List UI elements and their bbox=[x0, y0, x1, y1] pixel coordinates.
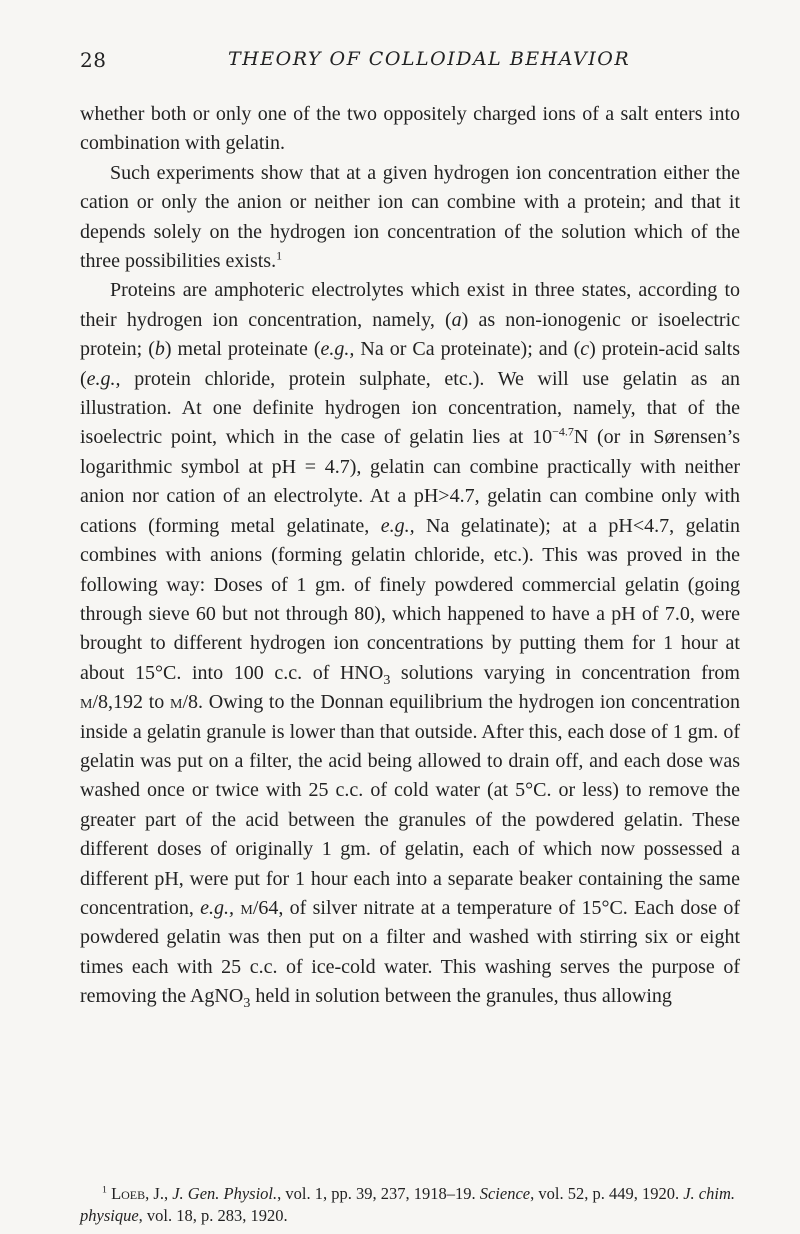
text-run: J. Gen. Physiol. bbox=[172, 1184, 278, 1203]
text-run: e.g., bbox=[380, 514, 415, 537]
text-run: c bbox=[580, 338, 590, 361]
text-run: e.g., bbox=[200, 896, 235, 919]
text-run: /8. Owing to the Donnan equilibrium the hydrogen ion concentration inside a gelatin granule is lower than that outside. After this, each dose of 1 gm. of gelatin was put on a filter, the acid being allowed to drain off, and each dose was washed once or twice with 25 c.c. of cold water (at 5°C. or less) to remove the greater part of the acid between the granules of the powdered gelatin. These different doses of originally 1 gm. of gelatin, each of which now possessed a different pH, were put for 1 hour each into a separate beaker containing the same concentration, bbox=[80, 691, 740, 919]
text-run: m bbox=[170, 691, 183, 714]
text-run: m bbox=[80, 691, 93, 714]
text-run: ) protein-acid salts ( bbox=[80, 338, 740, 390]
text-run: ) metal proteinate ( bbox=[164, 338, 321, 361]
text-run: whether both or only one of the two oppositely charged ions of a salt enters into combination with gelatin. bbox=[80, 103, 740, 155]
text-run: 3 bbox=[243, 996, 251, 1012]
text-run: held in solution between the granules, thus allowing bbox=[250, 985, 672, 1008]
text-run: Loeb bbox=[111, 1184, 146, 1203]
page-number: 28 bbox=[80, 48, 107, 72]
text-run: ) as non-ionogenic or isoelectric protein; ( bbox=[80, 308, 741, 361]
text-run: N (or in Sørensen’s logarithmic symbol at pH = 4.7), gelatin can combine practically with neither anion nor cation of an electrolyte. At a pH>4.7, gelatin can combine only with cations (forming metal gelatinate, bbox=[80, 426, 740, 537]
text-run: Na gelatinate); at a pH<4.7, gelatin combines with anions (forming gelatin chloride, etc.). This was proved in the following way: Doses of 1 gm. of finely powdered commercial gelatin (going through sieve 60 but not through 80), which happened to have a pH of 7.0, were brought to different hydrogen ion concentrations by putting them for 1 hour at about 15°C. into 100 c.c. of HNO bbox=[80, 514, 741, 684]
text-run: e.g., bbox=[320, 338, 355, 361]
page-header bbox=[80, 48, 740, 78]
text-run: J. chim. physique bbox=[80, 1184, 735, 1225]
text-run: Science bbox=[479, 1184, 531, 1203]
text-run: −4.7 bbox=[552, 424, 574, 439]
text-run: Such experiments show that at a given hydrogen ion concentration either the cation or only the anion or neither ion can combine with a protein; and that it depends solely on the hydrogen ion concentration of the solution which of the three possibilities exists. bbox=[80, 161, 740, 273]
text-run: /64, of silver nitrate at a temperature of 15°C. Each dose of powdered gelatin was then put on a filter and washed with stirring six or eight times each with 25 c.c. of ice-cold water. This washing serves the purpose of removing the AgNO bbox=[80, 896, 741, 1008]
footnotes bbox=[80, 1183, 745, 1227]
text-run: protein chloride, protein sulphate, etc.). We will use gelatin as an illustration. At one definite hydrogen ion concentration, namely, that of the isoelectric point, which in the case of gelatin lies at 10 bbox=[80, 367, 740, 449]
text-run: m bbox=[240, 896, 253, 919]
text-run: b bbox=[154, 338, 165, 361]
text-run: , vol. 18, p. 283, 1920. bbox=[138, 1206, 288, 1225]
footnote-marker: 1 bbox=[276, 248, 283, 263]
footnote-marker: 1 bbox=[102, 1184, 107, 1196]
text-run: 3 bbox=[383, 672, 391, 688]
text-run: /8,192 to bbox=[92, 691, 171, 714]
paragraph bbox=[80, 159, 740, 277]
running-head: THEORY OF COLLOIDAL BEHAVIOR bbox=[228, 48, 631, 70]
body-text bbox=[80, 100, 740, 1012]
text-run: , J., bbox=[145, 1184, 173, 1203]
text-run: Na or Ca proteinate); and ( bbox=[354, 338, 581, 361]
text-run: a bbox=[451, 308, 462, 331]
text-run: , vol. 1, pp. 39, 237, 1918–19. bbox=[277, 1184, 480, 1203]
text-run: solutions varying in concentration from bbox=[390, 661, 740, 684]
text-run: , vol. 52, p. 449, 1920. bbox=[530, 1184, 684, 1203]
text-run: e.g., bbox=[86, 367, 121, 390]
paragraph bbox=[80, 276, 740, 1011]
text-run: Proteins are amphoteric electrolytes which exist in three states, according to their hydrogen ion concentration, namely, ( bbox=[80, 279, 740, 331]
paragraph bbox=[80, 100, 740, 159]
footnote bbox=[80, 1183, 745, 1227]
